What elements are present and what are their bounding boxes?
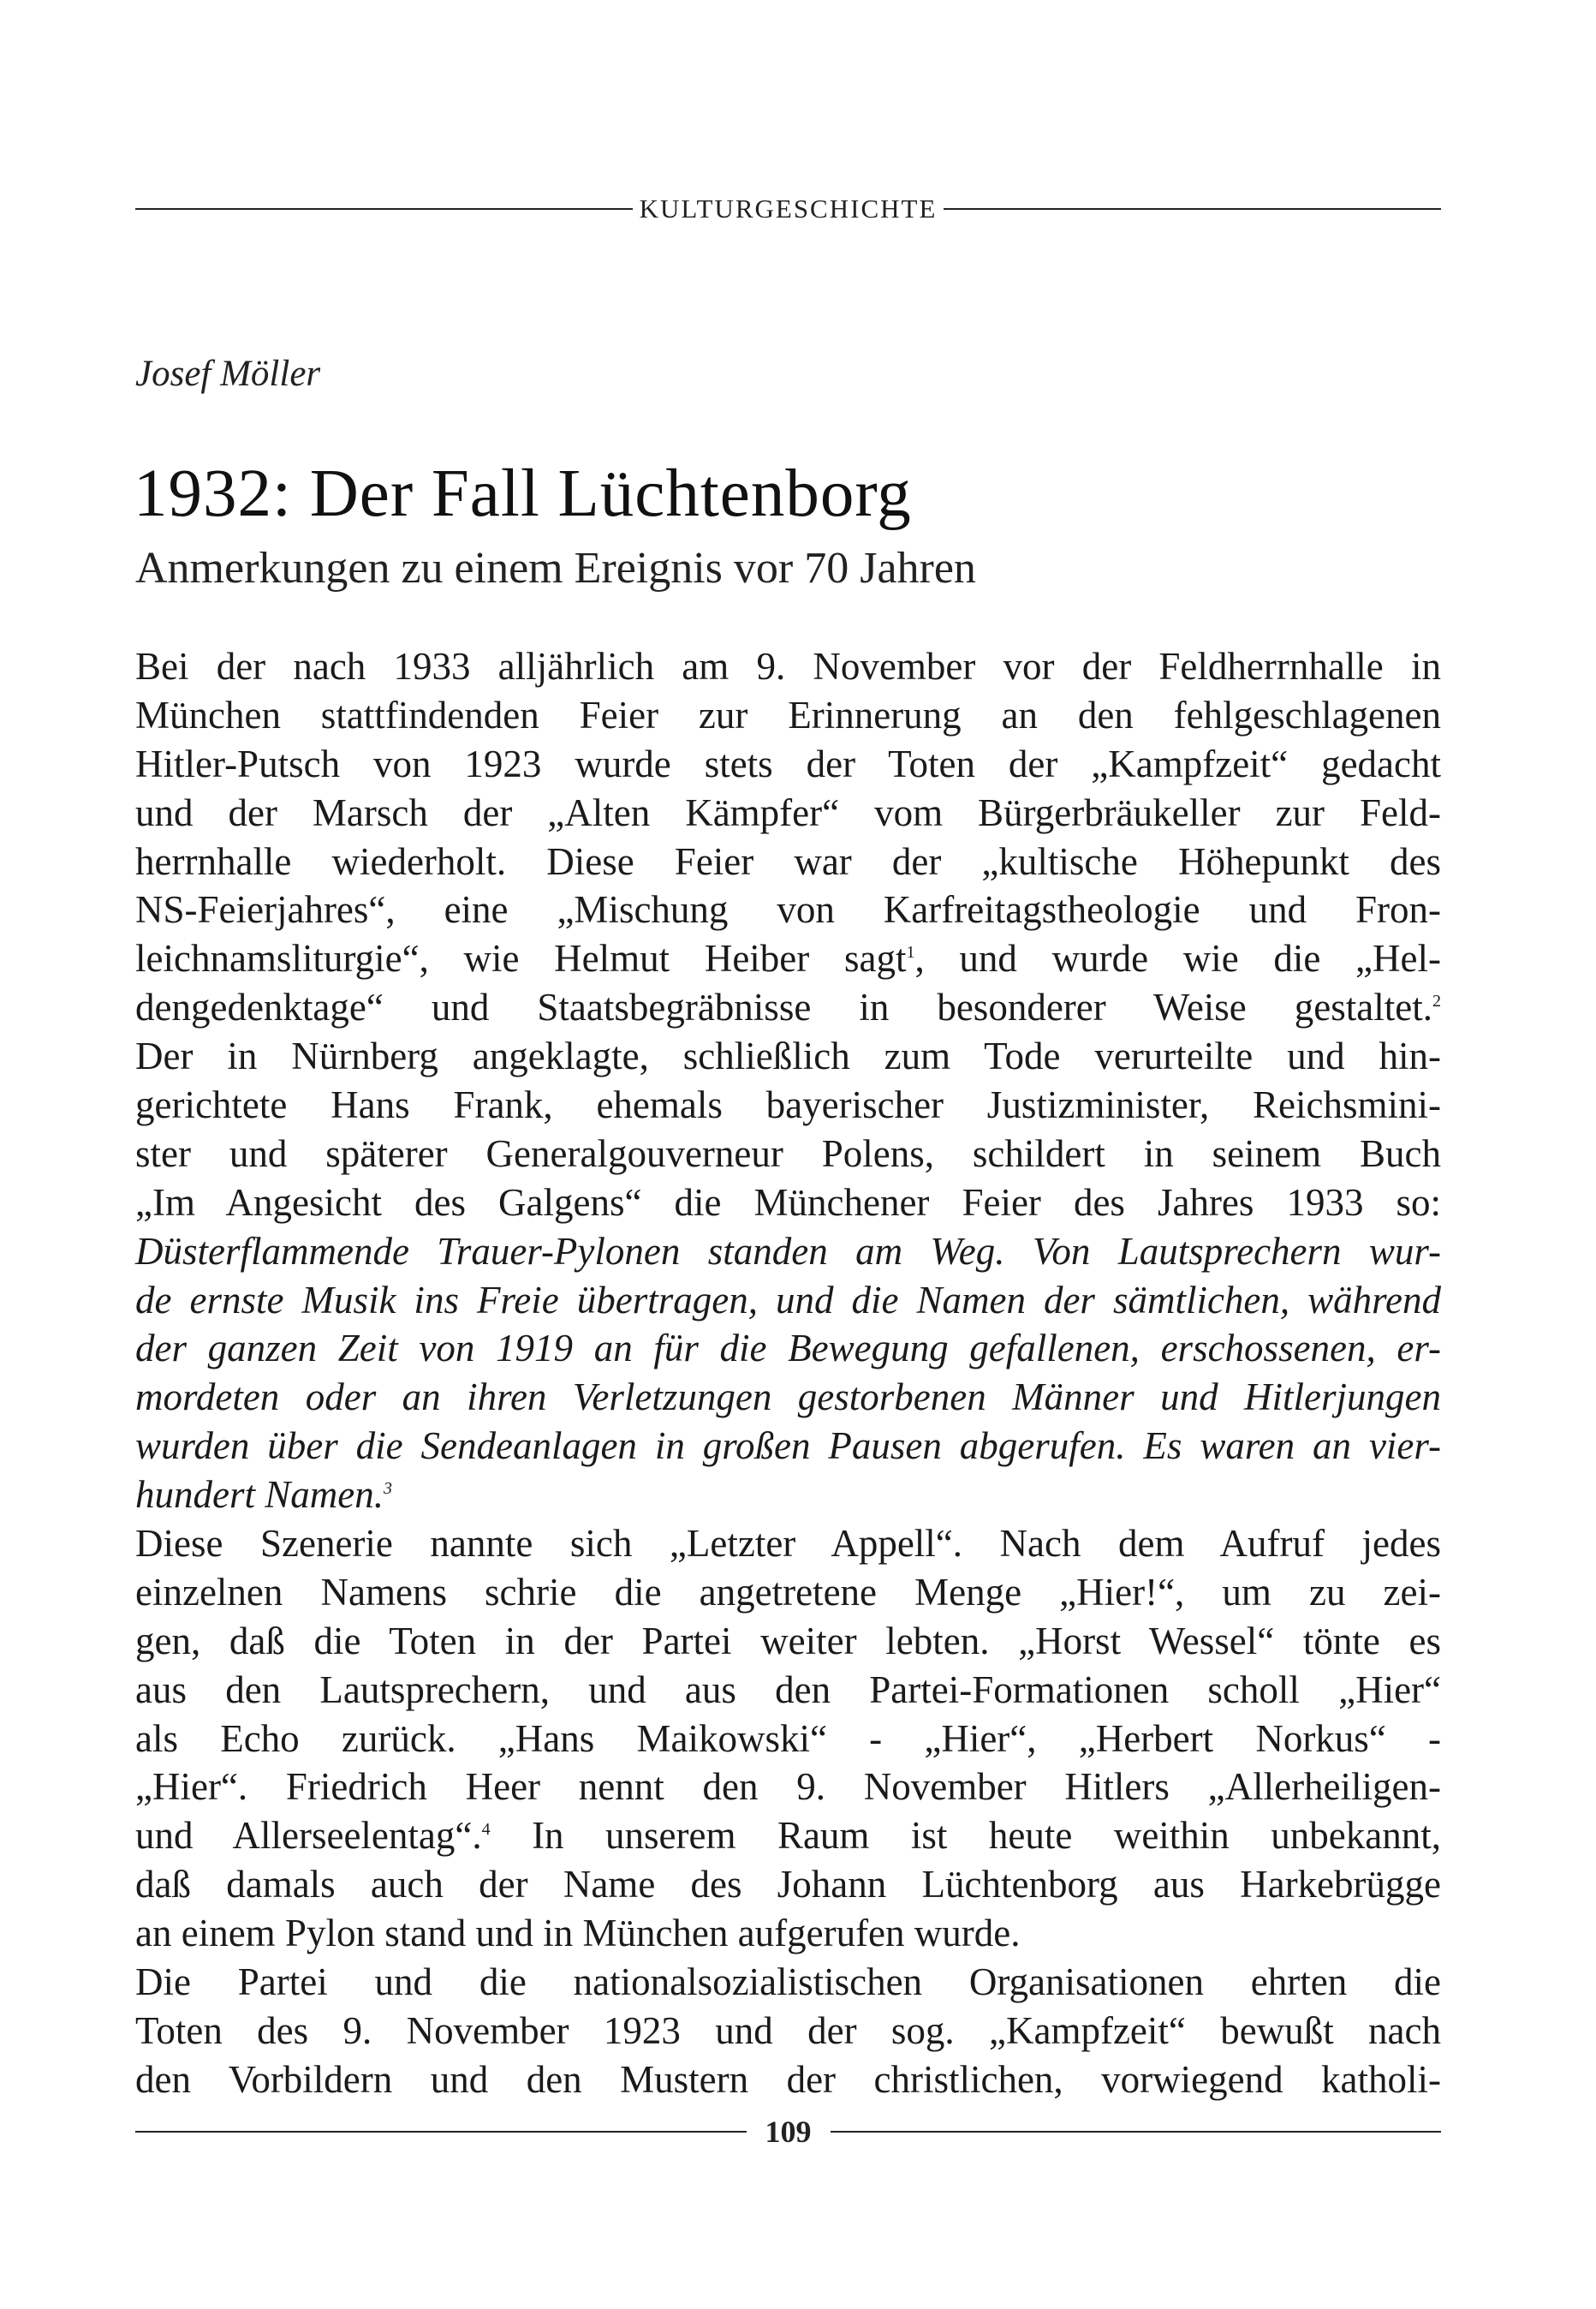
text-line: „Hier“. Friedrich Heer nennt den 9. November Hitlers „Allerheiligen-: [135, 1765, 1441, 1809]
quote-line: Düsterflammende Trauer-Pylonen standen am Weg. Von Lautsprechern wur-: [135, 1229, 1441, 1273]
text-segment: , und wurde wie die „Hel-: [914, 937, 1441, 981]
text-line: München stattfindenden Feier zur Erinnerung an den fehlgeschlagenen: [135, 693, 1441, 737]
footnote-ref: 4: [481, 1820, 491, 1840]
section-label: KULTURGESCHICHTE: [639, 194, 938, 224]
text-line: als Echo zurück. „Hans Maikowski“ - „Hier“, „Herbert Norkus“ -: [135, 1716, 1441, 1760]
text-line: aus den Lautsprechern, und aus den Partei-Formationen scholl „Hier“: [135, 1668, 1441, 1711]
text-line: herrnhalle wiederholt. Diese Feier war der „kultische Höhepunkt des: [135, 839, 1441, 883]
footnote-ref: 2: [1432, 992, 1441, 1011]
text-line: [135, 983, 1441, 1032]
text-line: NS-Feierjahres“, eine „Mischung von Karfreitagstheologie und Fron-: [135, 888, 1441, 932]
author-name: Josef Möller: [135, 354, 321, 394]
text-line: gerichtete Hans Frank, ehemals bayerischer Justizminister, Reichsmini-: [135, 1083, 1441, 1127]
text-line: gen, daß die Toten in der Partei weiter lebten. „Horst Wessel“ tönte es: [135, 1619, 1441, 1662]
text-line: Der in Nürnberg angeklagte, schließlich zum Tode verurteilte und hin-: [135, 1035, 1441, 1078]
article-title: 1932: Der Fall Lüchtenborg: [134, 456, 912, 531]
text-segment: und Allerseelentag“.: [135, 1814, 482, 1858]
quote-line: de ernste Musik ins Freie übertragen, und die Namen der sämtlichen, während: [135, 1278, 1441, 1322]
text-segment: leichnamsliturgie“, wie Helmut Heiber sagt: [135, 937, 907, 981]
text-line: „Im Angesicht des Galgens“ die Münchener Feier des Jahres 1933 so:: [135, 1180, 1441, 1224]
text-segment: hundert Namen.: [135, 1473, 384, 1517]
text-line: Hitler-Putsch von 1923 wurde stets der Toten der „Kampfzeit“ gedacht: [135, 742, 1441, 785]
text-line: ster und späterer Generalgouverneur Polens, schildert in seinem Buch: [135, 1131, 1441, 1175]
quote-line: [135, 1471, 1441, 1519]
running-head: [135, 194, 1441, 224]
text-line: [135, 1811, 1441, 1860]
quote-line: der ganzen Zeit von 1919 an für die Bewegung gefallenen, erschossenen, er-: [135, 1327, 1441, 1370]
footnote-ref: 3: [383, 1479, 392, 1499]
header-rule-left: [135, 208, 633, 210]
text-line: [135, 934, 1441, 983]
body-text: [135, 642, 1441, 2104]
header-rule-right: [944, 208, 1441, 210]
text-segment: dengedenktage“ und Staatsbegräbnisse in besonderer Weise gestaltet.: [135, 986, 1432, 1029]
text-line: an einem Pylon stand und in München aufgerufen wurde.: [135, 1912, 1021, 1955]
text-line: Die Partei und die nationalsozialistischen Organisationen ehrten die: [135, 1960, 1441, 2004]
page-number: 109: [765, 2115, 812, 2149]
text-line: Toten des 9. November 1923 und der sog. „Kampfzeit“ bewußt nach: [135, 2008, 1441, 2052]
footnote-ref: 1: [906, 943, 915, 963]
text-segment: In unserem Raum ist heute weithin unbekannt,: [490, 1814, 1441, 1858]
text-line: Bei der nach 1933 alljährlich am 9. November vor der Feldherrnhalle in: [135, 645, 1441, 688]
text-line: einzelnen Namens schrie die angetretene Menge „Hier!“, um zu zei-: [135, 1570, 1441, 1614]
page-footer: [135, 2114, 1441, 2150]
text-line: Diese Szenerie nannte sich „Letzter Appell“. Nach dem Aufruf jedes: [135, 1522, 1441, 1566]
quote-line: wurden über die Sendeanlagen in großen Pausen abgerufen. Es waren an vier-: [135, 1424, 1441, 1468]
text-line: daß damals auch der Name des Johann Lüchtenborg aus Harkebrügge: [135, 1863, 1441, 1906]
text-line: und der Marsch der „Alten Kämpfer“ vom Bürgerbräukeller zur Feld-: [135, 791, 1441, 834]
footer-rule-left: [135, 2131, 747, 2133]
quote-line: mordeten oder an ihren Verletzungen gestorbenen Männer und Hitlerjungen: [135, 1375, 1441, 1419]
article-subtitle: Anmerkungen zu einem Ereignis vor 70 Jahren: [135, 544, 976, 593]
footer-rule-right: [831, 2131, 1442, 2133]
text-line: den Vorbildern und den Mustern der christlichen, vorwiegend katholi-: [135, 2057, 1441, 2101]
